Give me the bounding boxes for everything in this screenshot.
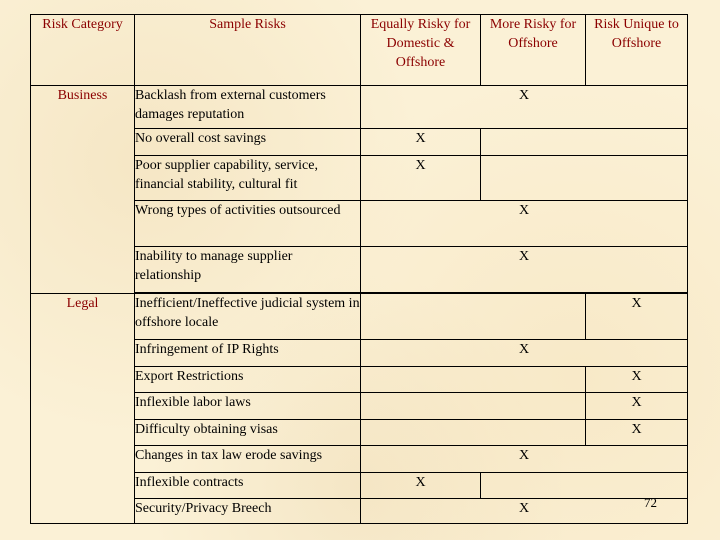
- category-legal: Legal: [31, 294, 135, 524]
- page-number: 72: [644, 495, 657, 510]
- x-mark: X: [518, 448, 530, 463]
- risk-mark: [361, 340, 688, 367]
- x-mark: X: [631, 422, 642, 437]
- x-mark: X: [518, 342, 530, 357]
- risk-text: Inflexible labor laws: [135, 393, 361, 420]
- risk-mark: [586, 420, 688, 446]
- x-mark: X: [518, 203, 530, 218]
- header-sample-risks: Sample Risks: [135, 15, 361, 86]
- empty-cell: [361, 294, 586, 340]
- risk-mark: [586, 367, 688, 393]
- risk-text: Inflexible contracts: [135, 473, 361, 499]
- x-mark: X: [415, 475, 426, 490]
- x-mark: X: [415, 158, 426, 173]
- empty-cell: [361, 393, 586, 420]
- header-equally-risky: Equally Risky for Domestic & Offshore: [361, 15, 481, 86]
- risk-text: Inefficient/Ineffective judicial system in offshore locale: [135, 294, 361, 340]
- risk-mark: [361, 86, 688, 129]
- x-mark: X: [415, 131, 426, 146]
- risk-mark: [361, 247, 688, 293]
- risk-table: [30, 14, 688, 524]
- risk-text: Security/Privacy Breech: [135, 499, 361, 524]
- x-mark: X: [631, 296, 642, 311]
- risk-mark: [361, 129, 481, 156]
- risk-text: Inability to manage supplier relationship: [135, 247, 361, 293]
- x-mark: X: [631, 395, 642, 410]
- risk-mark: [361, 201, 688, 247]
- risk-text: Export Restrictions: [135, 367, 361, 393]
- risk-mark: [361, 499, 688, 524]
- x-mark: X: [518, 88, 530, 103]
- risk-text: Infringement of IP Rights: [135, 340, 361, 367]
- risk-text: No overall cost savings: [135, 129, 361, 156]
- header-risk-category: Risk Category: [31, 15, 135, 86]
- header-unique-offshore: Risk Unique to Offshore: [586, 15, 688, 86]
- table-row: [31, 294, 688, 340]
- risk-mark: [586, 294, 688, 340]
- x-mark: X: [518, 501, 530, 516]
- empty-cell: [481, 156, 688, 201]
- table-row: [31, 86, 688, 129]
- empty-cell: [481, 129, 688, 156]
- risk-text: Poor supplier capability, service, financial stability, cultural fit: [135, 156, 361, 201]
- risk-mark: [361, 473, 481, 499]
- empty-cell: [361, 367, 586, 393]
- risk-text: Changes in tax law erode savings: [135, 446, 361, 473]
- risk-mark: [361, 446, 688, 473]
- x-mark: X: [518, 249, 530, 264]
- category-business: Business: [31, 86, 135, 294]
- risk-mark: [361, 156, 481, 201]
- x-mark: X: [631, 369, 642, 384]
- risk-text: Difficulty obtaining visas: [135, 420, 361, 446]
- header-more-risky-offshore: More Risky for Offshore: [481, 15, 586, 86]
- risk-mark: [586, 393, 688, 420]
- risk-text: Backlash from external customers damages reputation: [135, 86, 361, 129]
- risk-text: Wrong types of activities outsourced: [135, 201, 361, 247]
- empty-cell: [361, 420, 586, 446]
- header-row: [31, 15, 688, 86]
